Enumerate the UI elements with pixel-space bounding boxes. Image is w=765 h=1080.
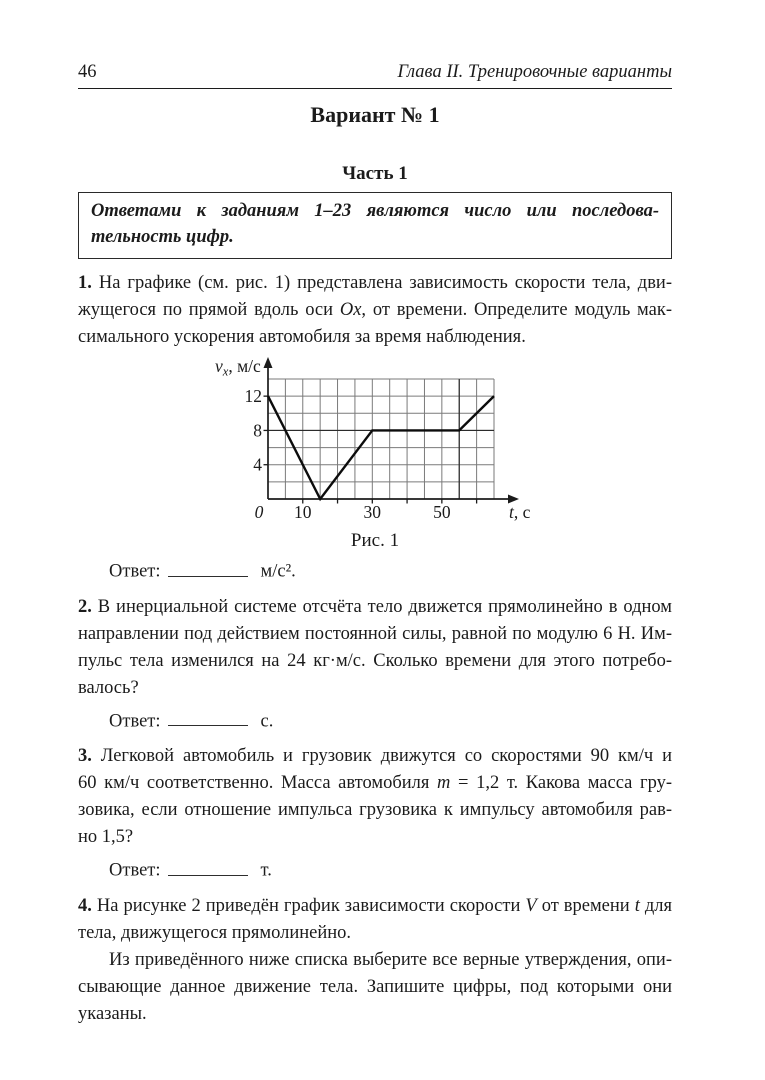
text-line: жущегося по прямой вдоль оси Ox, от времени. Определите модуль мак- <box>78 300 672 320</box>
page-header <box>78 62 672 89</box>
origin-label: 0 <box>254 502 264 522</box>
y-tick-label: 4 <box>253 454 262 475</box>
problem-3-text <box>78 743 672 851</box>
x-axis-label: t, с <box>509 502 531 522</box>
x-tick-label: 30 <box>363 502 382 522</box>
figure-1 <box>205 357 545 552</box>
text-line: 60 км/ч соответственно. Масса автомобиля m = 1,2 т. Какова масса гру- <box>78 773 672 794</box>
y-axis-label: $v_x$, м/с <box>215 357 261 379</box>
x-tick-label: 10 <box>294 502 312 522</box>
answer-label: Ответ: <box>109 861 161 882</box>
instruction-box <box>78 192 672 259</box>
answer-blank <box>168 560 248 577</box>
text-line: сывающие данное движение тела. Запишите цифры, под которыми они <box>78 977 672 998</box>
problem-2-text <box>78 594 672 702</box>
answer-line-3 <box>109 859 672 882</box>
problem-3 <box>78 743 672 882</box>
problem-4 <box>78 893 672 1028</box>
answer-line-1 <box>109 560 672 583</box>
text-line: симального ускорения автомобиля за время наблюдения. <box>78 327 526 347</box>
text-line: указаны. <box>78 1004 147 1025</box>
text-line: зовика, если отношение импульса грузовика к импульсу автомобиля рав- <box>78 800 672 821</box>
y-tick-label: 8 <box>253 420 262 441</box>
answer-label: Ответ: <box>109 561 161 582</box>
text-line: 4. На рисунке 2 приведён график зависимости скорости V от времени t для <box>78 896 673 917</box>
text-line: 1. На графике (см. рис. 1) представлена зависимость скорости тела, дви- <box>78 273 672 293</box>
text-line: но 1,5? <box>78 827 134 848</box>
part-title: Часть 1 <box>342 163 408 184</box>
text-line: Из приведённого ниже списка выберите все верные утверждения, опи- <box>109 950 672 971</box>
answer-label: Ответ: <box>109 711 161 732</box>
problem-2 <box>78 594 672 733</box>
text-line: валось? <box>78 677 139 698</box>
answer-unit: м/с². <box>260 561 296 582</box>
page-number: 46 <box>78 62 97 82</box>
text-line: тельность цифр. <box>91 227 234 247</box>
variant-title: Вариант № 1 <box>310 102 440 127</box>
y-tick-label: 12 <box>244 386 262 407</box>
answer-unit: с. <box>260 711 274 732</box>
answer-blank <box>168 710 248 727</box>
text-line: 3. Легковой автомобиль и грузовик движутся со скоростями 90 км/ч и <box>78 746 672 767</box>
text-line: направлении под действием постоянной силы, равной по модулю 6 Н. Им- <box>78 623 672 644</box>
velocity-time-graph <box>205 357 545 527</box>
text-line: пульс тела изменился на 24 кг·м/с. Сколько времени для этого потребо- <box>78 650 672 671</box>
answer-blank <box>168 859 248 876</box>
figure-1-caption: Рис. 1 <box>350 530 400 551</box>
problem-4-text <box>78 893 672 1028</box>
problem-1 <box>78 270 672 583</box>
y-axis-arrow <box>264 357 273 368</box>
chapter-header: Глава II. Тренировочные варианты <box>397 62 672 82</box>
text-line: 2. В инерциальной системе отсчёта тело движется прямолинейно в одном <box>78 596 672 617</box>
text-line: тела, движущегося прямолинейно. <box>78 923 352 944</box>
text-line: Ответами к заданиям 1–23 являются число или последова- <box>91 201 659 221</box>
problem-1-text <box>78 270 672 351</box>
answer-line-2 <box>109 710 672 733</box>
book-page <box>78 62 672 1028</box>
x-tick-label: 50 <box>433 502 451 522</box>
answer-unit: т. <box>260 861 272 882</box>
